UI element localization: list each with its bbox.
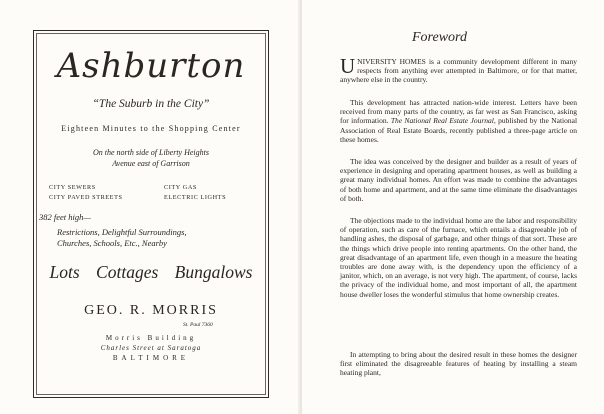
- ad-utility-gas: CITY GAS: [164, 184, 197, 191]
- ashburton-advertisement: [33, 30, 269, 398]
- foreword-p3-text: The idea was conceived by the designer and builder as a result of years of experience in designing and operating apartment houses, as well as building a great many individual homes. An effort was made to combine the advantages of both home and apartment, and at the same time eliminate the disadvantages of both.: [340, 157, 577, 203]
- ad-street: Charles Street at Saratoga: [100, 344, 202, 352]
- foreword-paragraph-1: [340, 54, 577, 85]
- foreword-p1-text: NIVERSITY HOMES is a community development different in many respects from anything ever attempted in Baltimore, or for that matter, anywhere else in the country.: [340, 57, 577, 85]
- foreword-paragraph-5: [340, 350, 577, 378]
- ad-restrictions-line2: Churches, Schools, Etc., Nearby: [57, 238, 167, 248]
- drop-cap: U: [340, 54, 356, 78]
- ad-company-name: GEO. R. MORRIS: [84, 303, 218, 318]
- foreword-paragraph-4: [340, 216, 577, 299]
- ad-utility-paved-streets: CITY PAVED STREETS: [49, 194, 123, 201]
- ad-lots-cottages-bungalows: Lots Cottages Bungalows: [49, 262, 253, 282]
- ad-city: BALTIMORE: [112, 354, 190, 362]
- foreword-p4-text: The objections made to the individual home are the labor and responsibility of operation, such as care of the furnace, which entails a disagreeable job of handling ashes, the disposal of garbage, and other things of that sort. These are the things which drive people into renting apartments. On the other hand, the great disadvantage of an apartment life, even though in a measure the heating troubles are done away with, is the dependency upon the efficiency of a janitor, which, on an average, is not very high. The apartment, of course, lacks the privacy of the individual home, and most important of all, the apartment house dweller loses the wonderful stimulus that home ownership creates.: [340, 216, 577, 299]
- foreword-p2-text-a: This development has attracted nation-wide interest. Letters have been received from many parts of the country, as far west as San Francisco, asking for information.: [340, 98, 577, 126]
- foreword-title: Foreword: [412, 30, 467, 45]
- ad-utility-electric: ELECTRIC LIGHTS: [164, 194, 227, 201]
- foreword-p2-text-c: published by the National Association of Real Estate Boards, recently published a three-page article on these homes.: [340, 116, 578, 144]
- ad-phone: St. Paul 7360: [183, 322, 213, 328]
- ad-building: Morris Building: [105, 334, 197, 342]
- ad-eighteen-minutes: Eighteen Minutes to the Shopping Center: [61, 124, 241, 133]
- ad-tagline: “The Suburb in the City”: [92, 98, 210, 110]
- foreword-p5-text: In attempting to bring about the desired result in these homes the designer first eliminated the disagreeable features of heating by installing a steam heating plant,: [340, 350, 577, 378]
- foreword-paragraph-3: [340, 157, 577, 203]
- ad-brand: Ashburton: [56, 46, 246, 86]
- ad-location-line1: On the north side of Liberty Heights: [93, 148, 209, 157]
- ad-utility-sewers: CITY SEWERS: [49, 184, 96, 191]
- journal-title: The National Real Estate Journal,: [390, 116, 496, 126]
- foreword-paragraph-2: [340, 98, 577, 144]
- ad-location-line2: Avenue east of Garrison: [112, 159, 190, 168]
- ad-elevation: 382 feet high—: [39, 212, 91, 222]
- ad-restrictions-line1: Restrictions, Delightful Surroundings,: [57, 227, 187, 237]
